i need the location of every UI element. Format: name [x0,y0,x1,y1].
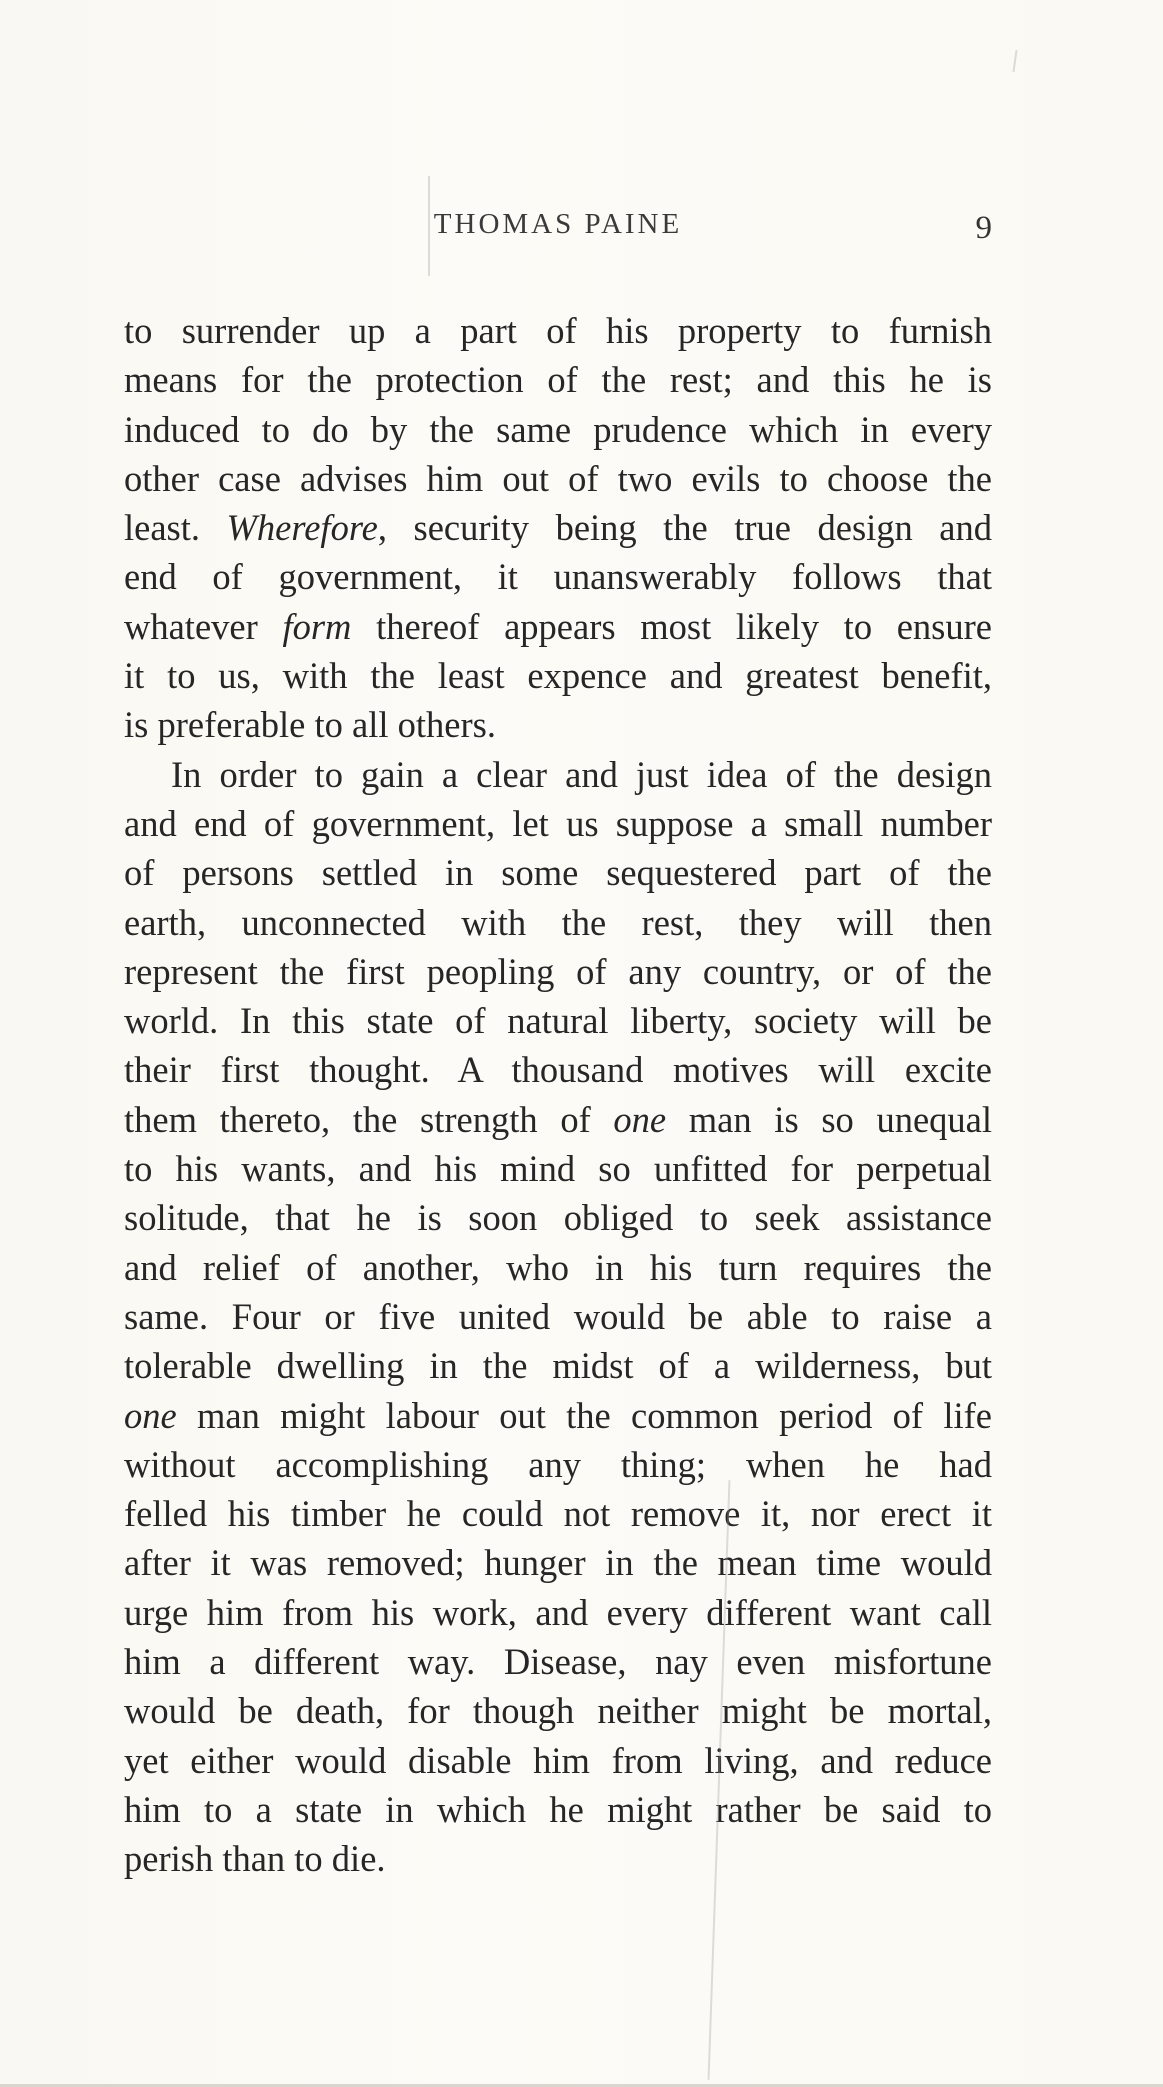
text-line: after it was removed; hunger in the mean time would [124,1542,992,1584]
paragraph-2 [124,750,992,1884]
text-line: earth, unconnected with the rest, they will then [124,901,992,943]
text-line: without accomplishing any thing; when he had [124,1443,992,1485]
text-line: whatever form thereof appears most likely to ensure [124,605,992,647]
text-line: is preferable to all others. [124,704,496,746]
text-line: yet either would disable him from living, and reduce [124,1739,992,1781]
paper-crease-mark [428,176,430,276]
text-line: means for the protection of the rest; and this he is [124,359,992,401]
paper-crease-mark [1012,50,1017,72]
text-line: would be death, for though neither might be mortal, [124,1690,992,1732]
text-line: it to us, with the least expence and greatest benefit, [124,655,992,697]
text-line: one man might labour out the common period of life [124,1394,992,1436]
page-number: 9 [975,210,992,246]
text-line: induced to do by the same prudence which in every [124,408,992,450]
body-text [124,306,992,1884]
text-line: least. Wherefore, security being the true design and [124,507,992,549]
paragraph-1 [124,306,992,750]
text-line: him to a state in which he might rather be said to [124,1788,992,1830]
running-head: THOMAS PAINE [433,208,683,240]
text-line: represent the first peopling of any country, or of the [124,950,992,992]
text-line: him a different way. Disease, nay even misfortune [124,1641,992,1683]
text-line: end of government, it unanswerably follows that [124,556,992,598]
text-line: and end of government, let us suppose a small number [124,802,992,844]
text-line: In order to gain a clear and just idea of the design [171,753,992,795]
text-line: urge him from his work, and every different want call [124,1591,992,1633]
text-line: and relief of another, who in his turn requires the [124,1246,992,1288]
text-line: tolerable dwelling in the midst of a wilderness, but [124,1345,992,1387]
text-line: felled his timber he could not remove it, nor erect it [124,1493,992,1535]
text-line: other case advises him out of two evils to choose the [124,457,992,499]
text-line: to surrender up a part of his property to furnish [124,310,992,351]
text-line: their first thought. A thousand motives will excite [124,1049,992,1091]
page-header [124,208,992,248]
text-line: them thereto, the strength of one man is so unequal [124,1098,992,1140]
text-line: same. Four or five united would be able to raise a [124,1295,992,1337]
text-line: world. In this state of natural liberty, society will be [124,1000,992,1042]
text-line: solitude, that he is soon obliged to seek assistance [124,1197,992,1239]
text-line: perish than to die. [124,1838,386,1880]
text-line: to his wants, and his mind so unfitted for perpetual [124,1148,992,1190]
text-line: of persons settled in some sequestered part of the [124,852,992,894]
